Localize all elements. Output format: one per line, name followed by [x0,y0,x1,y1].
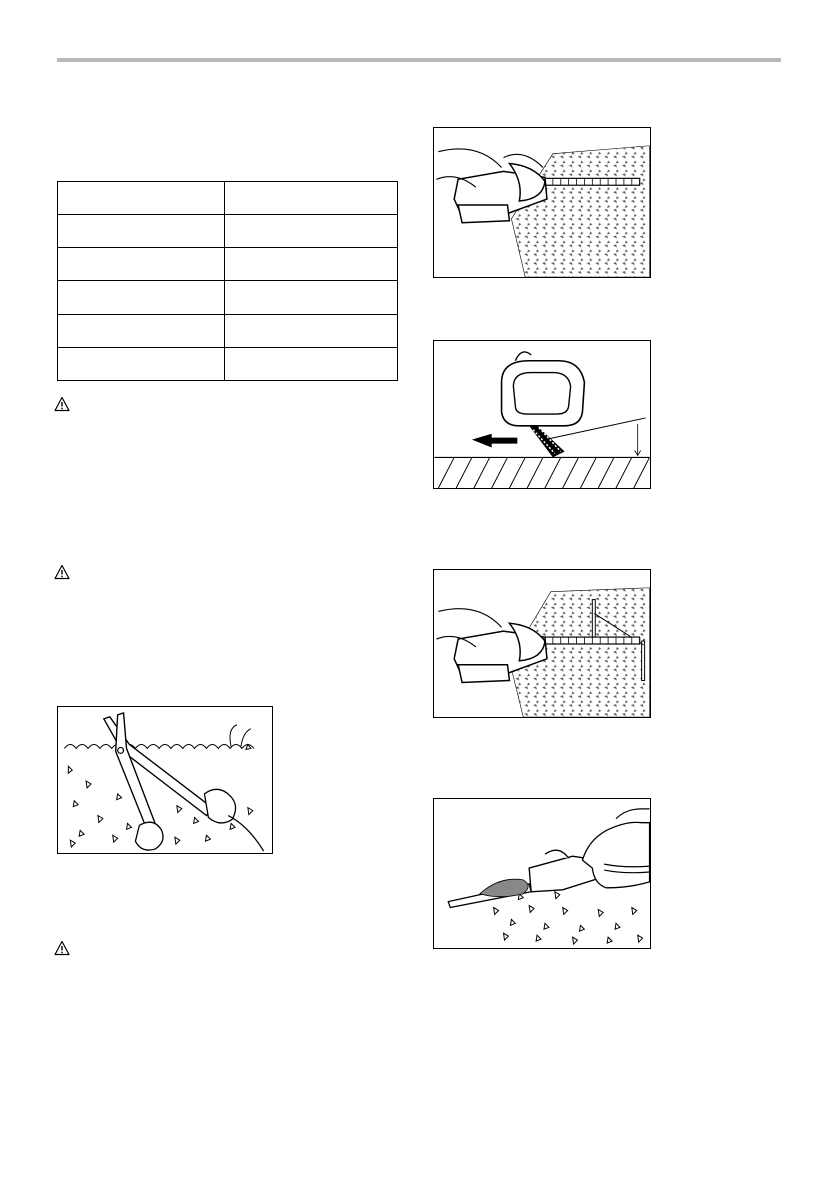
table-cell [58,347,225,380]
table-cell [58,182,225,215]
trimmer-front-angle-illustration [433,340,651,489]
table-cell [225,281,398,314]
header-rule [57,58,781,62]
hand-shears-illustration [57,706,273,854]
table-row [58,182,398,215]
table-row [58,248,398,281]
trimmer-side-hedge-illustration [433,127,651,278]
table-cell [225,248,398,281]
warning-triangle-icon [54,940,70,956]
trimmer-guide-string-illustration [433,569,651,718]
trimmer-top-hedge-illustration [433,798,651,949]
table-cell [225,182,398,215]
spec-table [57,181,398,381]
table-cell [58,281,225,314]
table-cell [225,347,398,380]
table-row [58,347,398,380]
table-cell [58,314,225,347]
table-row [58,314,398,347]
table-cell [225,215,398,248]
table-cell [58,215,225,248]
warning-triangle-icon [54,396,70,412]
table-row [58,215,398,248]
warning-triangle-icon [54,564,70,580]
table-row [58,281,398,314]
table-cell [58,248,225,281]
table-cell [225,314,398,347]
